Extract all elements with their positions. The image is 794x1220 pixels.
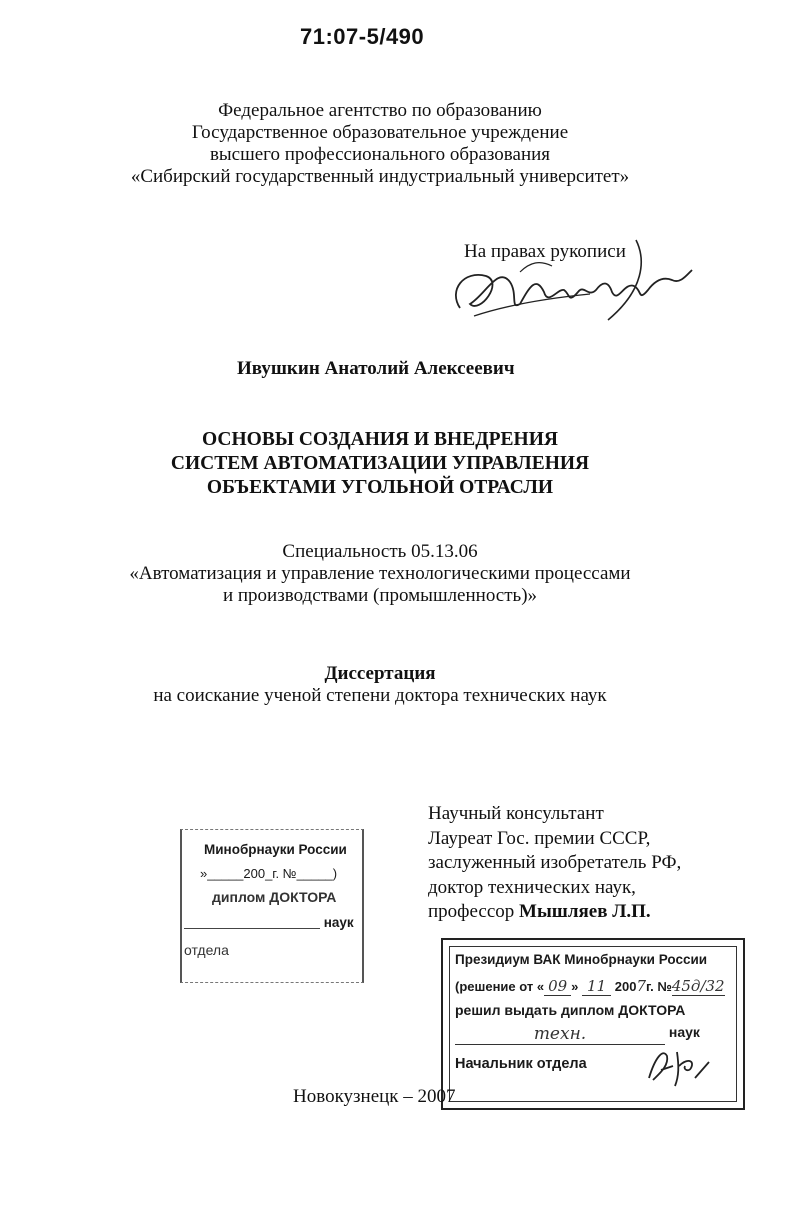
consultant-rank: профессор [428, 901, 515, 922]
consultant-line [428, 900, 681, 925]
faint-stamp-line: диплом ДОКТОРА [212, 889, 337, 905]
footer-city-year: Новокузнецк – 2007 [293, 1086, 456, 1107]
faint-stamp-line: »_____200_г. №_____) [200, 866, 338, 881]
consultant-line: Лауреат Гос. премии СССР, [428, 827, 651, 849]
decision-number: 45д/32 [671, 977, 725, 995]
dissertation-block [0, 663, 777, 707]
dissertation-title [0, 428, 777, 500]
main-stamp-line [455, 1024, 700, 1045]
main-stamp-line [455, 977, 725, 995]
decision-mid: г. № [646, 979, 672, 994]
consultant-name: Мышляев Л.П. [519, 901, 651, 922]
title-line: СИСТЕМ АВТОМАТИЗАЦИИ УПРАВЛЕНИЯ [170, 453, 590, 474]
title-line: ОБЪЕКТАМИ УГОЛЬНОЙ ОТРАСЛИ [206, 477, 554, 498]
science-handwritten: техн. [533, 1024, 587, 1044]
specialty-name-line: и производствами (промышленность)» [222, 585, 538, 606]
signature-icon [440, 220, 700, 330]
degree-line: на соискание ученой степени доктора технических наук [153, 685, 607, 706]
specialty-block [0, 541, 777, 607]
author-name: Ивушкин Анатолий Алексеевич [237, 358, 515, 379]
main-stamp-line: решил выдать диплом ДОКТОРА [455, 1002, 686, 1018]
organization-line: Федеральное агентство по образованию [218, 100, 542, 121]
specialty-name-line: «Автоматизация и управление технологическими процессами [129, 563, 631, 584]
organization-line: Государственное образовательное учреждение [191, 122, 569, 143]
dissertation-label: Диссертация [324, 663, 436, 684]
main-stamp-line: Президиум ВАК Минобрнауки России [455, 952, 708, 967]
organization-line: «Сибирский государственный индустриальный университет» [130, 166, 630, 187]
faint-stamp [174, 829, 368, 989]
faint-stamp-science: наук [323, 915, 354, 930]
decision-month: 11 [582, 977, 611, 996]
main-stamp [441, 938, 745, 1110]
decision-sep: » [571, 979, 579, 994]
decision-year-prefix: 200 [614, 979, 637, 994]
organization-header [0, 100, 777, 188]
decision-prefix: (решение от « [455, 979, 545, 994]
stamp-signature-icon [643, 1044, 713, 1088]
organization-line: высшего профессионального образования [209, 144, 551, 165]
decision-year-digit: 7 [636, 977, 646, 995]
main-stamp-line: Начальник отдела [455, 1056, 587, 1072]
specialty-code: Специальность 05.13.06 [282, 541, 478, 562]
science-suffix: наук [668, 1024, 700, 1040]
decision-day: 09 [544, 977, 571, 996]
consultant-line: доктор технических наук, [428, 876, 636, 898]
faint-stamp-line: Минобрнауки России [204, 842, 347, 857]
consultant-block [428, 802, 681, 925]
consultant-line: заслуженный изобретатель РФ, [428, 852, 682, 873]
manuscript-note: На правах рукописи [464, 241, 626, 262]
faint-stamp-line [184, 915, 354, 930]
archive-code: 71:07-5/490 [300, 24, 425, 49]
title-line: ОСНОВЫ СОЗДАНИЯ И ВНЕДРЕНИЯ [202, 429, 558, 450]
consultant-line: Научный консультант [428, 803, 604, 824]
faint-stamp-line: отдела [184, 942, 229, 958]
